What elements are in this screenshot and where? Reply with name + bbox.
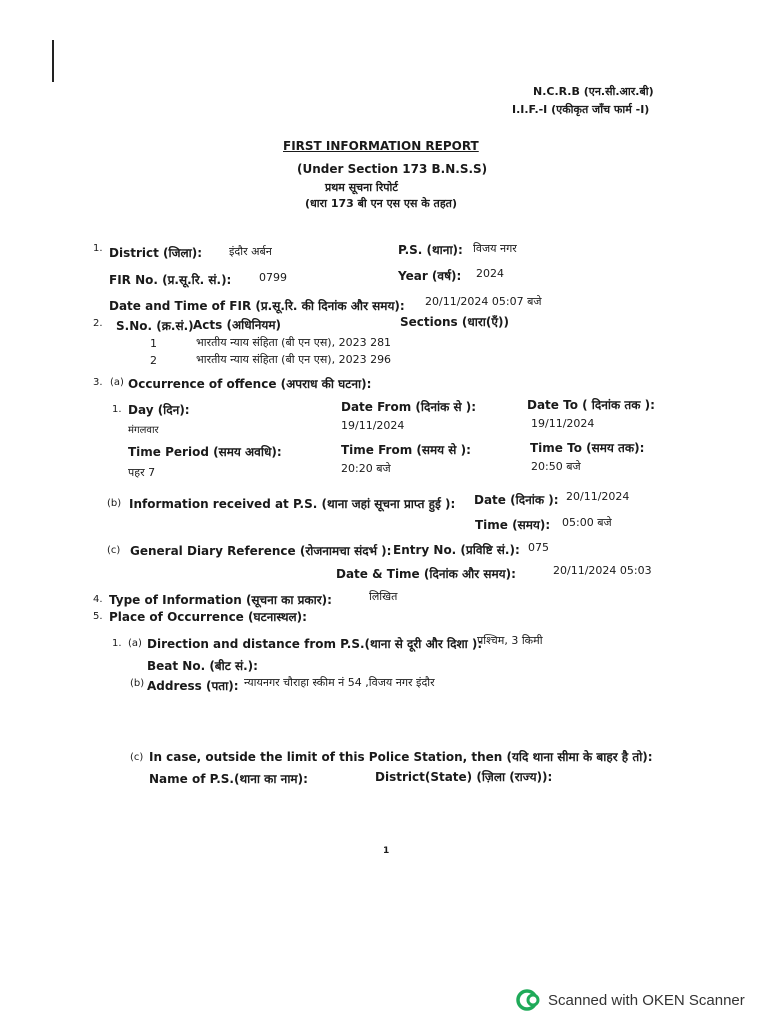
item-5-number: 5. [93,611,103,622]
ncrb-label: N.C.R.B (एन.सी.आर.बी) [533,85,654,98]
report-section-hindi: (धारा 173 बी एन एस एस के तहत) [305,197,457,210]
gd-reference-label: General Diary Reference (रोजनामचा संदर्भ ): [130,544,392,558]
entry-no-value: 075 [528,541,549,554]
act-row-2-sno: 2 [150,354,157,367]
scanner-watermark [516,988,745,1012]
time-period-label: Time Period (समय अवधि): [128,445,282,459]
info-time-value: 05:00 बजे [562,516,612,529]
time-to-value: 20:50 बजे [531,460,581,473]
fir-datetime-label: Date and Time of FIR (प्र.सू.रि. की दिनांक और समय): [109,299,405,313]
info-type-label: Type of Information (सूचना का प्रकार): [109,593,332,607]
sections-header: Sections (धारा(एँ)) [400,315,509,329]
item-5c-marker: (c) [130,752,144,763]
time-from-value: 20:20 बजे [341,462,391,475]
date-to-label: Date To ( दिनांक तक ): [527,398,655,412]
info-received-label: Information received at P.S. (थाना जहां सूचना प्राप्त हुई ): [129,497,456,511]
district-value: इंदौर अर्बन [229,245,272,258]
report-section: (Under Section 173 B.N.S.S) [297,162,488,176]
act-row-1-text: भारतीय न्याय संहिता (बी एन एस), 2023 281 [196,336,392,349]
item-2-number: 2. [93,318,103,329]
district-state-label: District(State) (ज़िला (राज्य)): [375,770,553,784]
item-3c-marker: (c) [107,545,121,556]
time-period-value: पहर 7 [128,466,156,479]
occurrence-label: Occurrence of offence (अपराध की घटना): [128,377,372,391]
gd-datetime-label: Date & Time (दिनांक और समय): [336,567,516,581]
fir-value: 0799 [259,271,287,284]
address-label: Address (पता): [147,679,239,693]
report-title-hindi: प्रथम सूचना रिपोर्ट [325,181,398,194]
time-from-label: Time From (समय से ): [341,443,471,457]
beat-no-label: Beat No. (बीट सं.): [147,659,258,673]
day-value: मंगलवार [128,425,159,436]
margin-mark [52,40,54,82]
act-row-1-sno: 1 [150,337,157,350]
sno-header: S.No. (क्र.सं.) [116,319,194,333]
item-3a-marker: (a) [110,377,124,388]
gd-datetime-value: 20/11/2024 05:03 [553,564,652,577]
item-4-number: 4. [93,594,103,605]
date-from-value: 19/11/2024 [341,419,405,432]
info-date-label: Date (दिनांक ): [474,493,559,507]
date-from-label: Date From (दिनांक से ): [341,400,477,414]
year-label: Year (वर्ष): [398,269,462,283]
address-value: न्यायनगर चौराहा स्कीम नं 54 ,विजय नगर इंदौर [244,676,435,689]
act-row-2-text: भारतीय न्याय संहिता (बी एन एस), 2023 296 [196,353,392,366]
item-1-number: 1. [93,243,103,254]
day-label: Day (दिन): [128,403,190,417]
report-title: FIRST INFORMATION REPORT [283,139,479,153]
item-3-number: 3. [93,377,103,388]
entry-no-label: Entry No. (प्रविष्टि सं.): [393,543,520,557]
ps-label: P.S. (थाना): [398,243,463,257]
oken-logo-icon [516,988,540,1012]
item-3b-marker: (b) [107,498,122,509]
item-5b-marker: (b) [130,678,145,689]
item-3-1-number: 1. [112,404,122,415]
place-label: Place of Occurrence (घटनास्थल): [109,610,307,624]
outside-limit-label: In case, outside the limit of this Police Station, then (यदि थाना सीमा के बाहर है तो): [149,750,653,764]
ps-value: विजय नगर [473,242,517,255]
scanner-text: Scanned with OKEN Scanner [548,991,745,1009]
direction-value: पश्चिम, 3 किमी [477,634,543,647]
info-time-label: Time (समय): [475,518,551,532]
item-5-1-number: 1. [112,638,122,649]
direction-label: Direction and distance from P.S.(थाना से दूरी और दिशा ): [147,637,483,651]
time-to-label: Time To (समय तक): [530,441,645,455]
page-number: 1 [383,846,390,856]
info-date-value: 20/11/2024 [566,490,630,503]
item-5a-marker: (a) [128,638,142,649]
ps-name-label: Name of P.S.(थाना का नाम): [149,772,308,786]
iif-label: I.I.F.-I (एकीकृत जाँच फार्म -I) [512,103,650,116]
acts-header: Acts (अधिनियम) [193,318,281,332]
fir-datetime-value: 20/11/2024 05:07 बजे [425,295,542,308]
year-value: 2024 [476,267,504,280]
fir-label: FIR No. (प्र.सू.रि. सं.): [109,273,232,287]
date-to-value: 19/11/2024 [531,417,595,430]
info-type-value: लिखित [369,590,398,603]
district-label: District (जिला): [109,246,203,260]
